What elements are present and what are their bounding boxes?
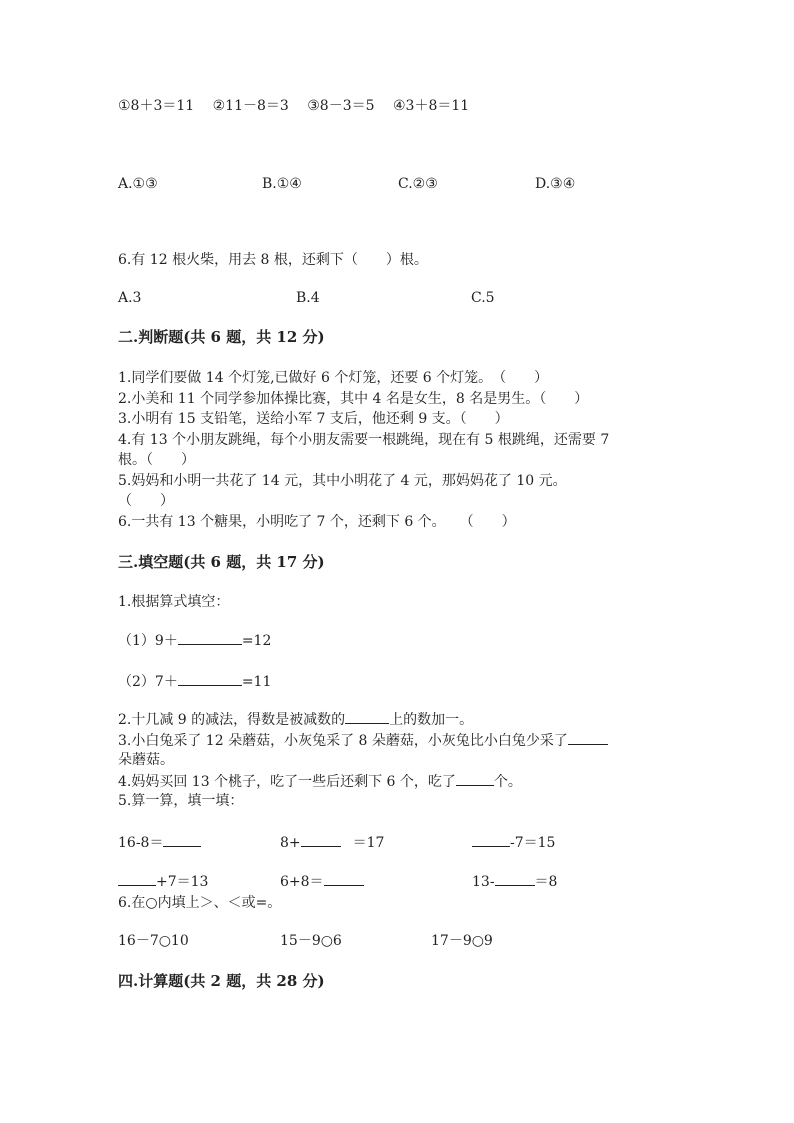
fill-q5-r2c2 (280, 871, 364, 892)
section4-title: 四.计算题(共 2 题，共 28 分) (118, 972, 325, 990)
fill-q3-text: 3.小白兔采了 12 朵蘑菇，小灰兔采了 8 朵蘑菇，小灰兔比小白兔少采了 (118, 733, 568, 749)
fill-q5-r1c2 (280, 832, 384, 853)
fill-q5-r1c2-blank[interactable] (301, 832, 341, 847)
fill-q5-r1c1-prefix: 16-8＝ (118, 835, 164, 851)
fill-q1-stem: 1.根据算式填空： (118, 594, 230, 610)
fill-q5-r1c2-suffix: ＝17 (352, 835, 385, 851)
fill-q4-blank[interactable] (456, 771, 494, 786)
fill-q5-r1c1 (118, 832, 201, 853)
fill-q5-r1c2-prefix: 8+ (280, 835, 301, 851)
q5-option-a: A.①③ (118, 176, 158, 192)
tf-item-3: 3.小明有 15 支铅笔，送给小军 7 支后，他还剩 9 支。（ ） (118, 411, 509, 427)
fill-q5-r1c1-blank[interactable] (163, 832, 201, 847)
fill-q1-sub1 (118, 630, 271, 651)
fill-q5-r2c2-blank[interactable] (324, 871, 364, 886)
fill-q5-r2c2-prefix: 6+8＝ (280, 874, 324, 890)
tf-item-1: 1.同学们要做 14 个灯笼,已做好 6 个灯笼，还要 6 个灯笼。 （ ） (118, 370, 549, 386)
fill-q3-line1 (118, 730, 608, 751)
fill-q3-blank[interactable] (568, 730, 608, 745)
fill-q5-r2c3 (472, 871, 557, 892)
fill-q1-sub1-blank[interactable] (178, 630, 242, 645)
q5-option-c: C.②③ (398, 176, 438, 192)
tf-item-4-cont: 根。（ ） (118, 452, 195, 468)
q5-equations: ①8＋3＝11 ②11－8＝3 ③8－3＝5 ④3＋8＝11 (118, 98, 470, 114)
fill-q1-sub2-prefix: （2）7＋ (118, 674, 178, 690)
compare-item-1: 16－7○10 (118, 933, 189, 949)
fill-q4 (118, 771, 522, 792)
fill-q1-sub2-blank[interactable] (178, 671, 242, 686)
tf-item-4: 4.有 13 个小朋友跳绳，每个小朋友需要一根跳绳，现在有 5 根跳绳，还需要 7 (118, 432, 610, 448)
compare-item-3: 17－9○9 (431, 933, 493, 949)
tf-item-6: 6.一共有 13 个糖果，小明吃了 7 个，还剩下 6 个。 （ ） (118, 514, 516, 530)
fill-q1-sub1-suffix: =12 (241, 633, 272, 649)
section3-title: 三.填空题(共 6 题，共 17 分) (118, 553, 325, 571)
fill-q4-suffix: 个。 (493, 774, 522, 790)
fill-q5-r1c3-suffix: -7＝15 (510, 835, 556, 851)
fill-q5-r2c3-prefix: 13- (472, 874, 495, 890)
q6-option-c: C.5 (471, 290, 495, 306)
fill-q2-suffix: 上的数加一。 (389, 712, 474, 728)
q6-option-b: B.4 (296, 290, 320, 306)
fill-q1-sub1-prefix: （1）9＋ (118, 633, 178, 649)
fill-q5-r1c3-blank[interactable] (472, 832, 510, 847)
fill-q5-r1c3 (472, 832, 555, 853)
fill-q2-prefix: 2.十几减 9 的减法，得数是被减数的 (118, 712, 346, 728)
fill-q1-sub2 (118, 671, 271, 692)
fill-q6-stem: 6.在○内填上＞、＜或=。 (118, 895, 282, 911)
tf-item-5: 5.妈妈和小明一共花了 14 元，其中小明花了 4 元，那妈妈花了 10 元。 (118, 473, 567, 489)
fill-q5-r2c3-suffix: ＝8 (534, 874, 558, 890)
q6-stem: 6.有 12 根火柴，用去 8 根，还剩下（ ）根。 (118, 252, 428, 268)
q5-option-b: B.①④ (262, 176, 302, 192)
q6-option-a: A.3 (118, 290, 142, 306)
fill-q2-blank[interactable] (345, 709, 389, 724)
fill-q3-line2: 朵蘑菇。 (118, 752, 174, 768)
fill-q4-prefix: 4.妈妈买回 13 个桃子，吃了一些后还剩下 6 个，吃了 (118, 774, 456, 790)
tf-item-2: 2.小美和 11 个同学参加体操比赛，其中 4 名是女生，8 名是男生。（ ） (118, 391, 589, 407)
fill-q5-r2c3-blank[interactable] (495, 871, 535, 886)
fill-q2 (118, 709, 473, 730)
fill-q5-r2c1 (118, 871, 208, 892)
fill-q5-r2c1-suffix: +7＝13 (156, 874, 209, 890)
q5-option-d: D.③④ (535, 176, 576, 192)
fill-q1-sub2-suffix: =11 (241, 674, 272, 690)
section2-title: 二.判断题(共 6 题，共 12 分) (118, 328, 325, 346)
fill-q5-r2c1-blank[interactable] (118, 871, 156, 886)
fill-q5-stem: 5.算一算，填一填： (118, 793, 244, 809)
tf-item-5-cont: （ ） (118, 493, 174, 509)
compare-item-2: 15－9○6 (280, 933, 342, 949)
